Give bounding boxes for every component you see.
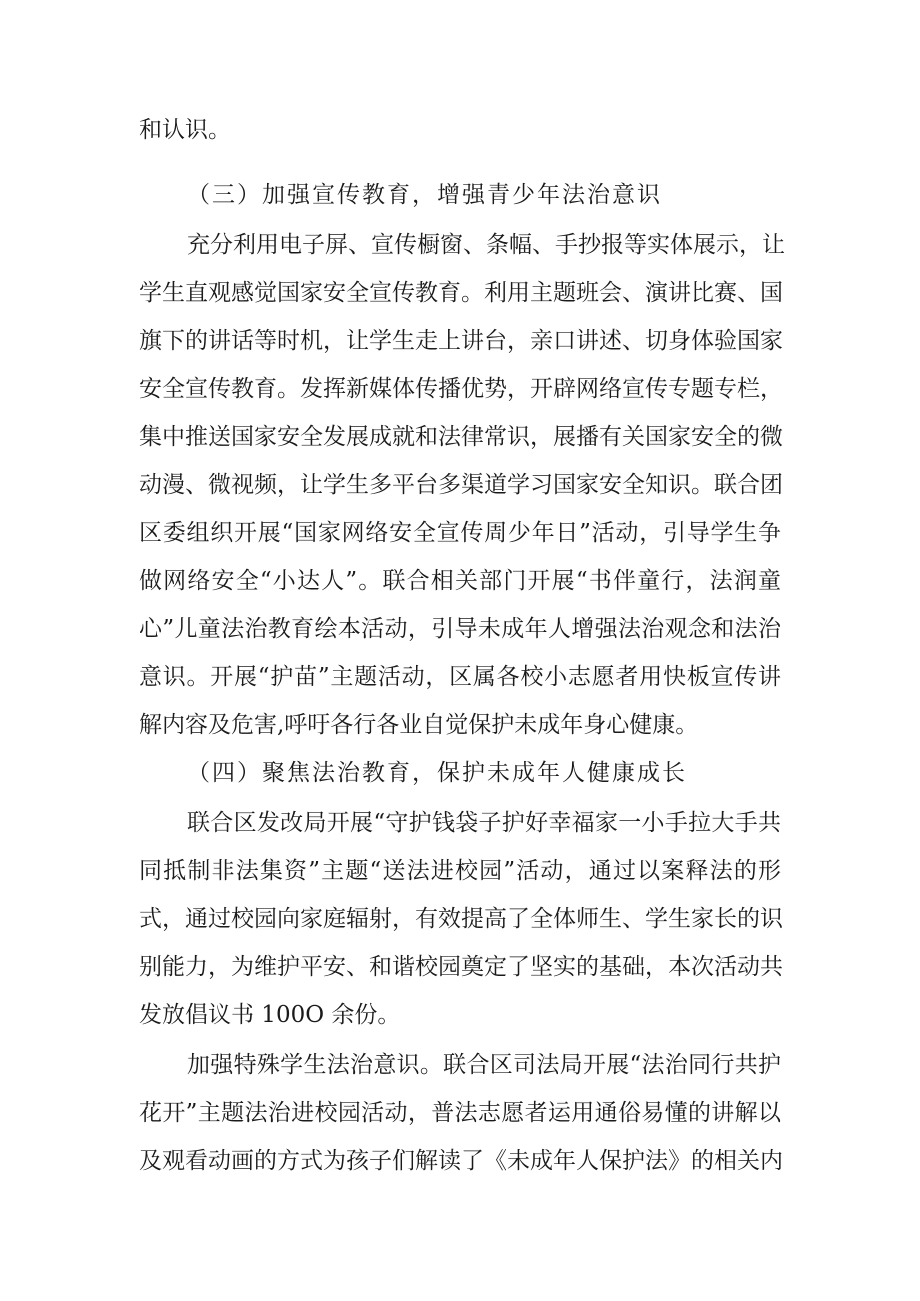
paragraph-line: 及观看动画的方式为孩子们解读了《未成年人保护法》的相关内 <box>139 1148 783 1174</box>
section-heading-3: （三）加强宣传教育，增强青少年法治意识 <box>187 182 662 208</box>
paragraph-line: 意识。开展“护苗”主题活动，区属各校小志愿者用快板宣传讲 <box>139 664 781 690</box>
paragraph-line: 充分利用电子屏、宣传橱窗、条幅、手抄报等实体展示，让 <box>187 232 785 258</box>
paragraph-line: 联合区发改局开展“守护钱袋子护好幸福家一小手拉大手共 <box>187 810 781 836</box>
paragraph-line: 解内容及危害,呼吁各行各业自觉保护未成年身心健康。 <box>139 712 699 738</box>
paragraph-line: 做网络安全“小达人”。联合相关部门开展“书伴童行，法润童 <box>139 568 781 594</box>
paragraph-line: 加强特殊学生法治意识。联合区司法局开展“法治同行共护 <box>187 1052 781 1078</box>
paragraph-line: 和认识。 <box>139 117 231 143</box>
paragraph-line: 别能力，为维护平安、和谐校园奠定了坚实的基础，本次活动共 <box>139 954 783 980</box>
paragraph-line: 花开”主题法治进校园活动，普法志愿者运用通俗易懂的讲解以 <box>139 1100 781 1126</box>
paragraph-line: 旗下的讲话等时机，让学生走上讲台，亲口讲述、切身体验国家 <box>139 328 783 354</box>
paragraph-line: 发放倡议书 100O 余份。 <box>139 1002 401 1028</box>
paragraph-line: 安全宣传教育。发挥新媒体传播优势，开辟网络宣传专题专栏， <box>139 376 783 402</box>
section-heading-4: （四）聚焦法治教育，保护未成年人健康成长 <box>187 760 687 786</box>
paragraph-line: 同抵制非法集资”主题“送法进校园”活动，通过以案释法的形 <box>139 858 781 884</box>
paragraph-line: 学生直观感觉国家安全宣传教育。利用主题班会、演讲比赛、国 <box>139 280 783 306</box>
paragraph-line: 心”儿童法治教育绘本活动，引导未成年人增强法治观念和法治 <box>139 616 781 642</box>
paragraph-line: 动漫、微视频，让学生多平台多渠道学习国家安全知识。联合团 <box>139 472 783 498</box>
paragraph-line: 区委组织开展“国家网络安全宣传周少年日”活动，引导学生争 <box>139 520 781 546</box>
paragraph-line: 集中推送国家安全发展成就和法律常识，展播有关国家安全的微 <box>139 424 783 450</box>
paragraph-line: 式，通过校园向家庭辐射，有效提高了全体师生、学生家长的识 <box>139 906 783 932</box>
